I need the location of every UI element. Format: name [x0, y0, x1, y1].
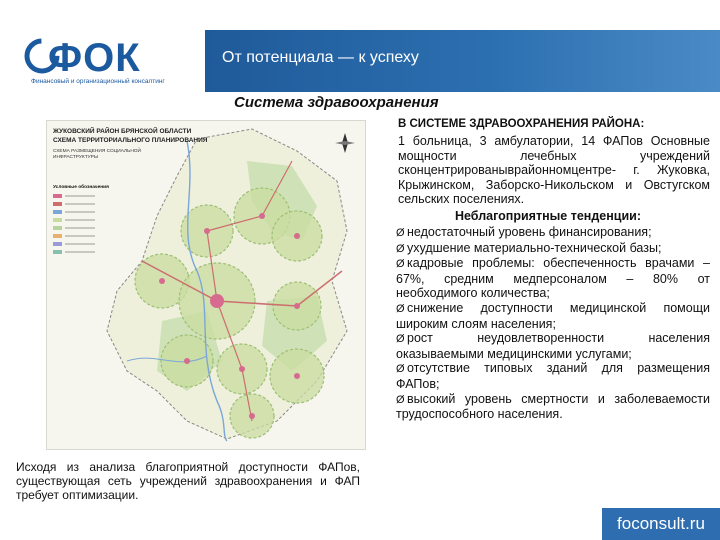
settlement-marker	[249, 413, 255, 419]
trend-item-text: отсутствие типовых зданий для размещения ФАПов;	[396, 361, 710, 391]
trend-item	[396, 241, 710, 257]
settlement-marker	[294, 233, 300, 239]
header	[0, 0, 720, 100]
settlement-marker	[294, 373, 300, 379]
bullet-arrow-icon: Ø	[396, 226, 405, 239]
conclusion-text: Исходя из анализа благоприятной доступности ФАПов, существующая сеть учреждений здравоохранения и ФАП требует оптимизации.	[16, 460, 360, 502]
trend-list	[386, 225, 710, 422]
trend-item-text: высокий уровень смертности и заболеваемости трудоспособного населения.	[396, 391, 710, 422]
negative-trends-title: Неблагоприятные тенденции:	[454, 208, 641, 223]
legend-title: Условные обозначения	[53, 185, 109, 190]
intro-paragraph: 1 больница, 3 амбулатории, 14 ФАПов Основные мощности лечебных учреждений сконцентрированывpайонномцентре- г. Жуковка, Крыжинском, Заборско-Никольском и Овстугском сельских поселениях.	[398, 134, 710, 207]
legend-row	[53, 224, 111, 232]
logo-subtitle: Финансовый и организационный консалтинг	[31, 78, 165, 85]
compass-icon	[335, 133, 355, 153]
trend-item-text: ухудшение материально-технической базы;	[407, 240, 662, 255]
map-legend	[53, 185, 111, 335]
legend-row	[53, 216, 111, 224]
legend-row	[53, 192, 111, 200]
trend-item-text: снижение доступности медицинской помощи широким слоям населения;	[396, 300, 710, 331]
bullet-arrow-icon: Ø	[396, 242, 405, 255]
legend-row	[53, 200, 111, 208]
trend-item-text: кадровые проблемы: обеспеченность врачами – 67%, средним медперсоналом – 80% от необходимого количества;	[396, 256, 710, 301]
legend-row	[53, 240, 111, 248]
trend-item	[396, 301, 710, 331]
settlement-marker	[259, 213, 265, 219]
trend-item	[396, 256, 710, 301]
settlement-marker	[159, 278, 165, 284]
trend-item-text: рост неудовлетворенности населения оказываемыми медицинскими услугами;	[396, 331, 710, 361]
section-heading: В СИСТЕМЕ ЗДРАВООХРАНЕНИЯ РАЙОНА:	[398, 118, 645, 130]
map-title: ЖУКОВСКИЙ РАЙОН БРЯНСКОЙ ОБЛАСТИ СХЕМА ТЕРРИТОРИАЛЬНОГО ПЛАНИРОВАНИЯ	[53, 128, 208, 144]
slogan: От потенциала — к успеху	[222, 49, 419, 66]
town-marker	[210, 294, 224, 308]
slide-title: Система здравоохранения	[234, 94, 439, 111]
trend-item	[396, 361, 710, 391]
map-subtitle: СХЕМА РАЗМЕЩЕНИЯ СОЦИАЛЬНОЙ ИНФРАСТРУКТУРЫ	[53, 149, 141, 160]
bullet-arrow-icon: Ø	[396, 302, 405, 315]
trend-item	[396, 225, 710, 241]
trend-item-text: недостаточный уровень финансирования;	[407, 224, 652, 239]
right-column	[386, 118, 710, 422]
district-map	[46, 120, 366, 450]
logo-text: ФОК	[48, 36, 141, 80]
trend-item	[396, 392, 710, 422]
bullet-arrow-icon: Ø	[396, 333, 405, 346]
settlement-marker	[204, 228, 210, 234]
settlement-marker	[184, 358, 190, 364]
legend-row	[53, 232, 111, 240]
settlement-marker	[239, 366, 245, 372]
bullet-arrow-icon: Ø	[396, 363, 405, 376]
bullet-arrow-icon: Ø	[396, 258, 405, 271]
bullet-arrow-icon: Ø	[396, 393, 405, 406]
trend-item	[396, 331, 710, 361]
settlement-marker	[294, 303, 300, 309]
legend-row	[53, 248, 111, 256]
footer-url[interactable]: foconsult.ru	[602, 508, 720, 540]
legend-row	[53, 208, 111, 216]
